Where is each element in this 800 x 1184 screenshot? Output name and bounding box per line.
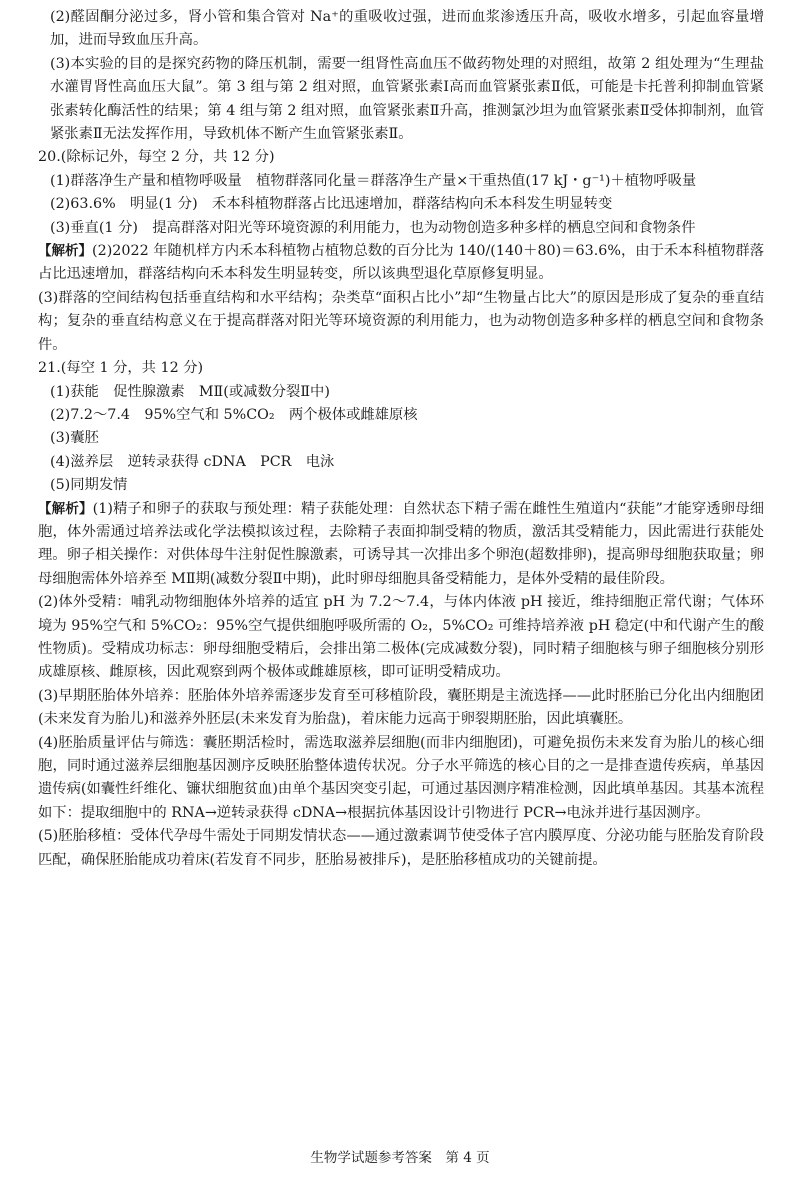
q21-analysis-5: (5)胚胎移植：受体代孕母牛需处于同期发情状态——通过激素调节使受体子宫内膜厚度、分泌功能与胚胎发育阶段匹配，确保胚胎能成功着床(若发育不同步，胚胎易被排斥)，是胚胎移植成功的关键前提。	[38, 828, 764, 868]
q20-analysis-2: (3)群落的空间结构包括垂直结构和水平结构；杂类草“面积占比小”却“生物量占比大”的原因是形成了复杂的垂直结构；复杂的垂直结构意义在于提高群落对阳光等环境资源的利用能力，也为动物创造多种多样的栖息空间和食物条件。	[38, 289, 764, 353]
q20-answer-2: (2)63.6% 明显(1 分) 禾本科植物群落占比迅速增加，群落结构向禾本科发生明显转变	[50, 196, 613, 213]
q21-answer-4: (4)滋养层 逆转录获得 cDNA PCR 电泳	[50, 453, 335, 470]
q20-analysis-text-1: (2)2022 年随机样方内禾本科植物占植物总数的百分比为 140/(140＋80)＝63.6%，由于禾本科植物群落占比迅速增加，群落结构向禾本科发生明显转变，所以该典型退化草原修复明显。	[38, 243, 764, 283]
page-footer: 生物学试题参考答案 第 4 页	[310, 1150, 490, 1166]
q21-analysis-2: (2)体外受精：哺乳动物细胞体外培养的适宜 pH 为 7.2～7.4，与体内体液 pH 接近，维持细胞正常代谢；气体环境为 95%空气和 5%CO₂：95%空气提供细胞呼吸所需的 O₂，5%CO₂ 可维持培养液 pH 稳定(中和代谢产生的酸性物质)。受精成功标志：卵母细胞受精后，会排出第二极体(完成减数分裂)，同时精子细胞核与卵子细胞核分别形成雄原核、雌原核，因此观察到两个极体或雌雄原核，即可证明受精成功。	[38, 594, 764, 681]
q19-answer-2: (2)醛固酮分泌过多，肾小管和集合管对 Na⁺的重吸收过强，进而血浆渗透压升高，吸收水增多，引起血容量增加，进而导致血压升高。	[50, 9, 764, 49]
q19-answer-3: (3)本实验的目的是探究药物的降压机制，需要一组肾性高血压不做药物处理的对照组，故第 2 组处理为“生理盐水灌胃肾性高血压大鼠”。第 3 组与第 2 组对照，血管紧张素Ⅰ高而血管紧张素Ⅱ低，可能是卡托普利抑制血管紧张素转化酶活性的结果；第 4 组与第 2 组对照，血管紧张素Ⅱ升高，推测氯沙坦为血管紧张素Ⅱ受体抑制剂，血管紧张素Ⅱ无法发挥作用，导致机体不断产生血管紧张素Ⅱ。	[50, 55, 764, 143]
q21-analysis-3: (3)早期胚胎体外培养：胚胎体外培养需逐步发育至可移植阶段，囊胚期是主流选择——此时胚胎已分化出内细胞团(未来发育为胎儿)和滋养外胚层(未来发育为胎盘)，着床能力远高于卵裂期胚胎，因此填囊胚。	[38, 687, 764, 728]
q20-heading: 20.(除标记外，每空 2 分，共 12 分)	[38, 149, 275, 166]
q21-heading: 21.(每空 1 分，共 12 分)	[38, 360, 204, 377]
q21-analysis-4: (4)胚胎质量评估与筛选：囊胚期活检时，需选取滋养层细胞(而非内细胞团)，可避免损伤未来发育为胎儿的核心细胞，同时通过滋养层细胞基因测序反映胚胎整体遗传状况。分子水平筛选的核心目的之一是排查遗传疾病，单基因遗传病(如囊性纤维化、镰状细胞贫血)由单个基因突变引起，可通过基因测序精准检测，因此填单基因。其基本流程如下：提取细胞中的 RNA→逆转录获得 cDNA→根据抗体基因设计引物进行 PCR→电泳并进行基因测序。	[38, 734, 764, 821]
q21-analysis-1	[38, 498, 764, 592]
q20-answer-3: (3)垂直(1 分) 提高群落对阳光等环境资源的利用能力，也为动物创造多种多样的栖息空间和食物条件	[50, 219, 696, 236]
q21-answer-2: (2)7.2～7.4 95%空气和 5%CO₂ 两个极体或雌雄原核	[50, 406, 418, 423]
q20-answer-1: (1)群落净生产量和植物呼吸量 植物群落同化量＝群落净生产量×干重热值(17 kJ・g⁻¹)＋植物呼吸量	[50, 172, 697, 189]
q21-analysis-text-1: (1)精子和卵子的获取与预处理：精子获能处理：自然状态下精子需在雌性生殖道内“获能”才能穿透卵母细胞，体外需通过培养法或化学法模拟该过程，去除精子表面抑制受精的物质，激活其受精能力，因此需进行获能处理。卵子相关操作：对供体母牛注射促性腺激素，可诱导其一次排出多个卵泡(超数排卵)，提高卵母细胞获取量；卵母细胞需体外培养至 MⅡ期(减数分裂Ⅱ中期)，此时卵母细胞具备受精能力，是体外受精的最佳阶段。	[38, 500, 765, 587]
analysis-tag: 【解析】	[38, 243, 93, 260]
analysis-tag: 【解析】	[38, 500, 93, 517]
q20-analysis-1	[38, 240, 764, 287]
q21-answer-1: (1)获能 促性腺激素 MⅡ(或减数分裂Ⅱ中)	[50, 383, 330, 400]
q21-answer-3: (3)囊胚	[50, 430, 99, 447]
q21-answer-5: (5)同期发情	[50, 477, 128, 494]
